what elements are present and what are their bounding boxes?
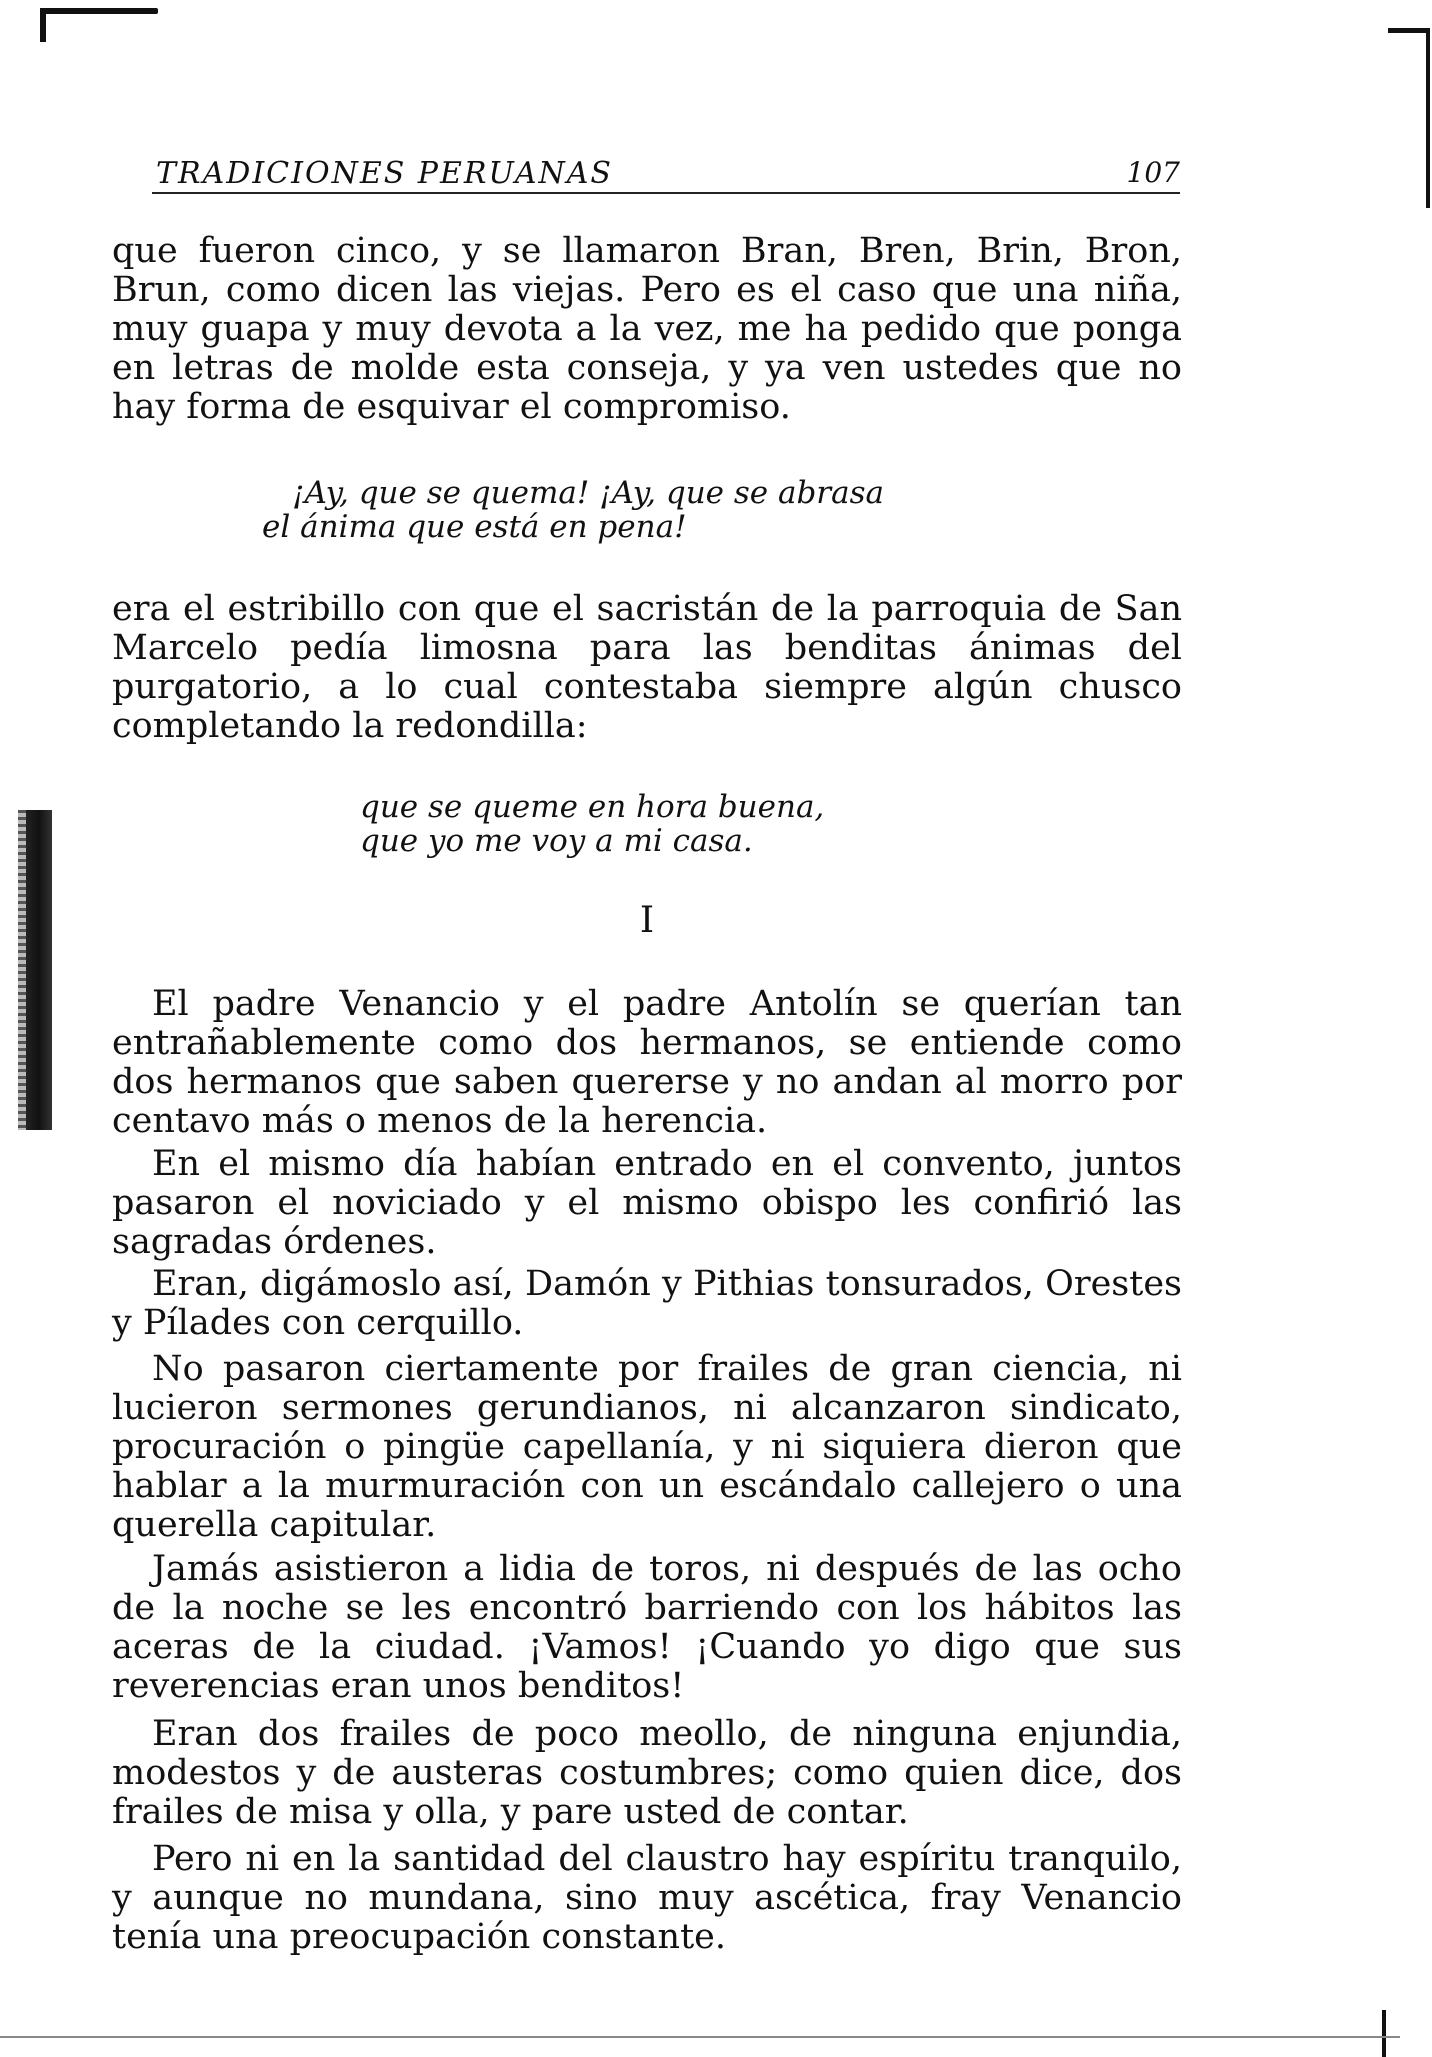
- scan-corner-mark-top-right: [1388, 28, 1430, 208]
- paragraph: era el estribillo con que el sacristán de la parroquia de San Marcelo pedía limosna para las benditas ánimas del purgatorio, a lo cual contestaba siempre algún chusco completando la redondilla:: [112, 589, 1182, 746]
- verse-line: que se queme en hora buena,: [360, 789, 825, 825]
- scan-corner-mark-top-left: [40, 8, 158, 14]
- paragraph: No pasaron ciertamente por frailes de gran ciencia, ni lucieron sermones gerundianos, ni alcanzaron sindicato, procuración o pingüe capellanía, y ni siquiera dieron que hablar a la murmuración con un escándalo callejero o una querella capitular.: [112, 1349, 1182, 1545]
- paragraph: El padre Venancio y el padre Antolín se querían tan entrañablemente como dos hermanos, se entiende como dos hermanos que saben quererse y no andan al morro por centavo más o menos de la herencia.: [112, 984, 1182, 1141]
- page-number: 107: [1126, 156, 1180, 189]
- paragraph: En el mismo día habían entrado en el convento, juntos pasaron el noviciado y el mismo obispo les confirió las sagradas órdenes.: [112, 1144, 1182, 1262]
- paragraph-continued: que fueron cinco, y se llamaron Bran, Bren, Brin, Bron, Brun, como dicen las viejas. Pero es el caso que una niña, muy guapa y muy devota a la vez, me ha pedido que ponga en letras de molde esta conseja, y ya ven ustedes que no hay forma de esquivar el compromiso.: [112, 231, 1182, 427]
- paragraph: Jamás asistieron a lidia de toros, ni después de las ocho de la noche se les encontró barriendo con los hábitos las aceras de la ciudad. ¡Vamos! ¡Cuando yo digo que sus reverencias eran unos benditos!: [112, 1549, 1182, 1706]
- paragraph: Eran, digámoslo así, Damón y Pithias tonsurados, Orestes y Pílades con cerquillo.: [112, 1264, 1182, 1343]
- paragraph: Pero ni en la santidad del claustro hay espíritu tranquilo, y aunque no mundana, sino muy ascética, fray Venancio tenía una preocupación constante.: [112, 1839, 1182, 1957]
- verse-reply: [360, 790, 824, 858]
- verse-line: el ánima que está en pena!: [262, 509, 687, 545]
- scan-bottom-edge: [0, 2036, 1400, 2038]
- running-head-title: TRADICIONES PERUANAS: [156, 156, 613, 191]
- scan-corner-mark-bottom-right: [1382, 2010, 1386, 2057]
- scan-edge-shadow-left: [26, 810, 52, 1130]
- verse-line: ¡Ay, que se quema! ¡Ay, que se abrasa: [292, 475, 884, 511]
- running-head: [152, 152, 1180, 194]
- verse-line: que yo me voy a mi casa.: [360, 823, 753, 859]
- paragraph: Eran dos frailes de poco meollo, de ninguna enjundia, modestos y de austeras costumbres; como quien dice, dos frailes de misa y olla, y pare usted de contar.: [112, 1714, 1182, 1832]
- section-numeral: I: [639, 900, 655, 941]
- verse-refrain: [262, 475, 884, 545]
